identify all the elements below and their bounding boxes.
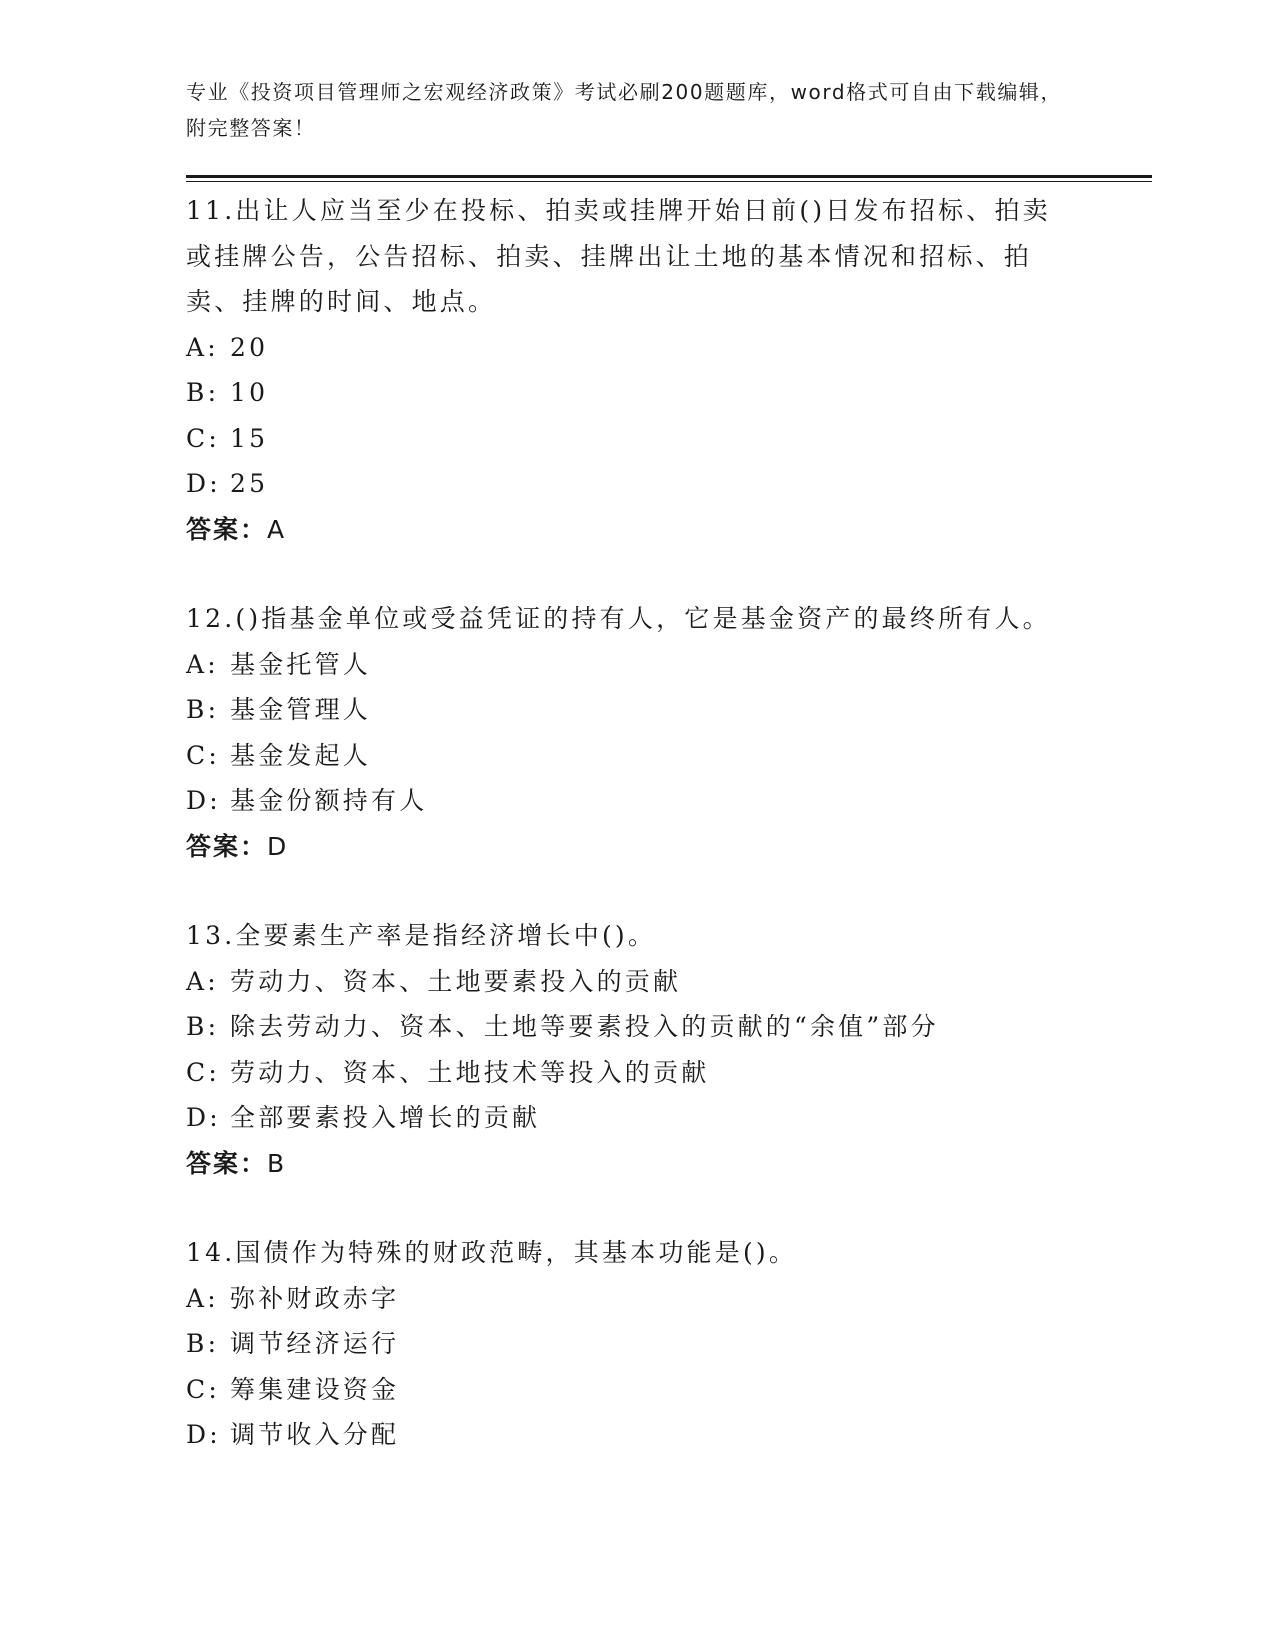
question-body: ()指基金单位或受益凭证的持有人，它是基金资产的最终所有人。 — [235, 604, 1051, 633]
option-letter: C: — [186, 423, 220, 453]
option-b — [186, 370, 1086, 416]
option-text: 调节经济运行 — [230, 1329, 400, 1358]
option-letter: A: — [186, 649, 219, 679]
question-11 — [186, 188, 1086, 552]
option-a — [186, 325, 1086, 371]
option-letter: D: — [186, 1420, 221, 1449]
option-text: 基金份额持有人 — [230, 786, 428, 815]
option-text: 弥补财政赤字 — [230, 1283, 400, 1313]
option-d — [186, 1095, 1086, 1141]
question-number: 11. — [186, 196, 236, 225]
option-text: 除去劳动力、资本、土地等要素投入的贡献的“余值”部分 — [230, 1012, 939, 1041]
option-b — [186, 687, 1086, 733]
question-14 — [186, 1230, 1086, 1458]
option-letter: C: — [186, 740, 220, 770]
question-list — [186, 188, 1086, 1458]
option-text: 调节收入分配 — [230, 1420, 400, 1449]
option-a — [186, 1276, 1086, 1322]
answer-value: B — [267, 1148, 287, 1178]
question-spacer — [186, 1186, 1086, 1230]
option-d — [186, 461, 1086, 507]
option-text: 基金管理人 — [230, 695, 372, 724]
option-text: 全部要素投入增长的贡献 — [230, 1103, 541, 1132]
option-text: 10 — [230, 378, 269, 407]
question-body: 全要素生产率是指经济增长中()。 — [235, 921, 657, 950]
answer-value: D — [267, 831, 289, 861]
option-c — [186, 416, 1086, 462]
option-a — [186, 642, 1086, 688]
question-text — [186, 1230, 1066, 1276]
option-text: 基金发起人 — [230, 740, 372, 770]
option-letter: B: — [186, 695, 220, 724]
option-letter: D: — [186, 786, 221, 815]
answer-line — [186, 507, 1086, 553]
question-spacer — [186, 552, 1086, 596]
option-text: 25 — [230, 469, 269, 498]
header-divider-thin — [186, 181, 1152, 182]
option-a — [186, 959, 1086, 1005]
header-divider-thick — [186, 175, 1152, 178]
question-12 — [186, 596, 1086, 869]
option-text: 劳动力、资本、土地要素投入的贡献 — [230, 966, 682, 996]
option-text: 劳动力、资本、土地技术等投入的贡献 — [230, 1057, 710, 1087]
option-letter: A: — [186, 332, 219, 362]
option-text: 筹集建设资金 — [230, 1374, 400, 1404]
option-letter: D: — [186, 469, 221, 498]
question-number: 14. — [186, 1238, 236, 1267]
answer-label: 答案： — [186, 1148, 268, 1178]
question-body: 出让人应当至少在投标、拍卖或挂牌开始日前()日发布招标、拍卖或挂牌公告，公告招标、拍卖、挂牌出让土地的基本情况和招标、拍卖、挂牌的时间、地点。 — [186, 196, 1051, 316]
question-text — [186, 596, 1066, 642]
option-c — [186, 733, 1086, 779]
option-letter: B: — [186, 1012, 220, 1041]
option-letter: C: — [186, 1374, 220, 1404]
option-c — [186, 1050, 1086, 1096]
question-text — [186, 188, 1066, 325]
question-number: 12. — [186, 604, 236, 633]
option-letter: A: — [186, 966, 219, 996]
option-text: 15 — [230, 423, 269, 453]
option-b — [186, 1004, 1086, 1050]
question-spacer — [186, 869, 1086, 913]
option-text: 20 — [230, 332, 269, 362]
option-d — [186, 1412, 1086, 1458]
answer-label: 答案： — [186, 831, 268, 861]
question-13 — [186, 913, 1086, 1186]
option-text: 基金托管人 — [230, 649, 372, 679]
option-letter: B: — [186, 1329, 220, 1358]
answer-line — [186, 824, 1086, 870]
answer-label: 答案： — [186, 514, 268, 544]
question-text — [186, 913, 1066, 959]
answer-line — [186, 1141, 1086, 1187]
document-header: 专业《投资项目管理师之宏观经济政策》考试必刷200题题库，word格式可自由下载编辑，附完整答案！ — [186, 80, 1063, 140]
option-letter: D: — [186, 1103, 221, 1132]
option-c — [186, 1367, 1086, 1413]
question-body: 国债作为特殊的财政范畴，其基本功能是()。 — [235, 1238, 798, 1267]
option-letter: C: — [186, 1057, 220, 1087]
option-d — [186, 778, 1086, 824]
option-b — [186, 1321, 1086, 1367]
option-letter: A: — [186, 1283, 219, 1313]
question-number: 13. — [186, 921, 236, 950]
answer-value: A — [267, 514, 287, 544]
option-letter: B: — [186, 378, 220, 407]
